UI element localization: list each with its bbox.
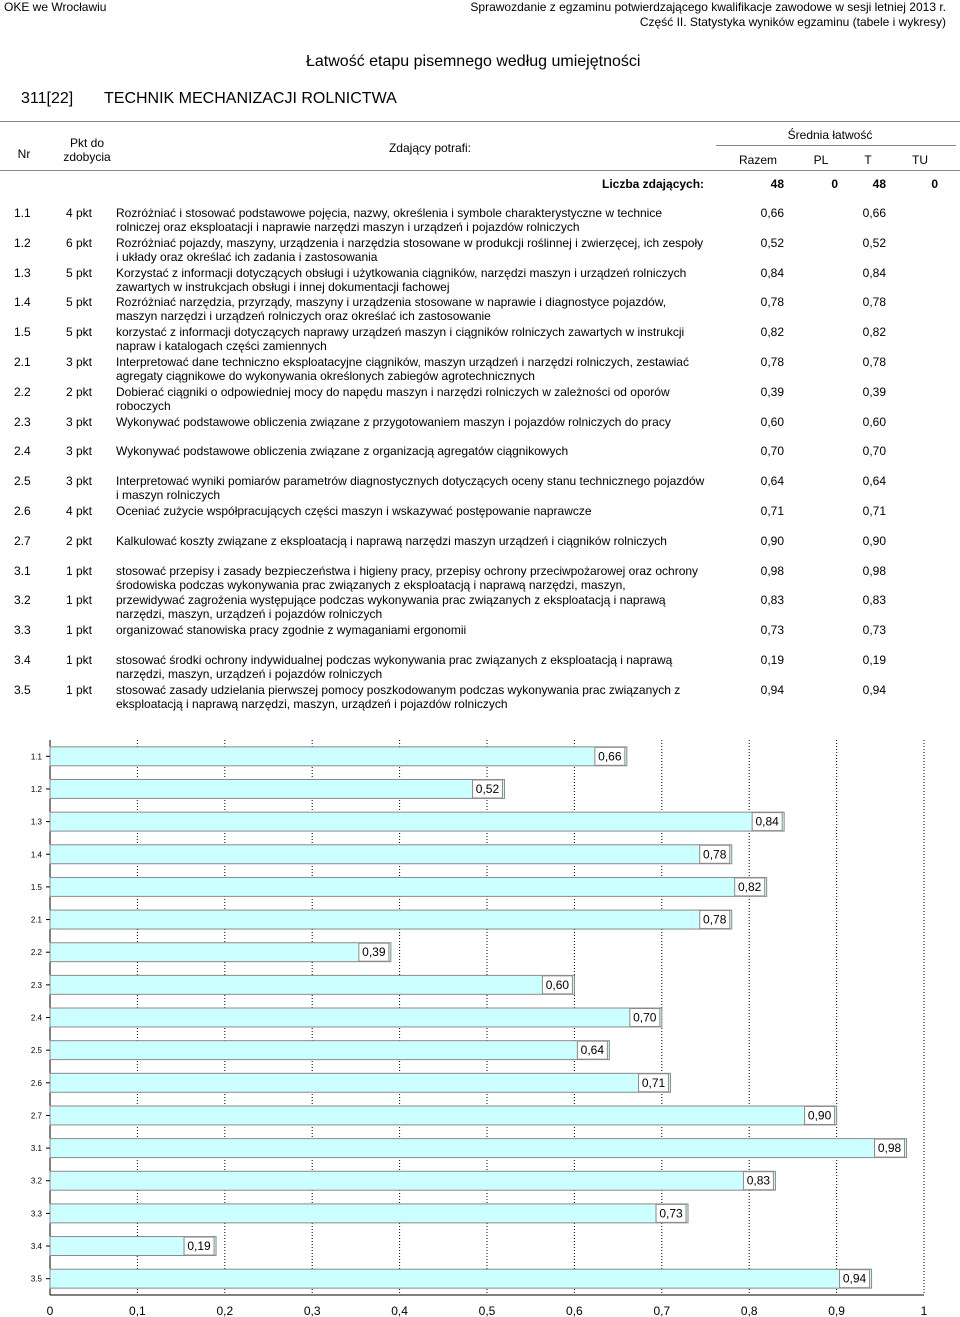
row-nr: 2.7 xyxy=(14,533,31,548)
category-label: 2.1 xyxy=(30,915,42,925)
category-label: 2.6 xyxy=(30,1078,42,1088)
value-label: 0,83 xyxy=(746,1173,771,1188)
profession-name: TECHNIK MECHANIZACJI ROLNICTWA xyxy=(104,90,397,107)
row-razem: 0,94 xyxy=(760,682,784,697)
row-description: Rozróżniać pojazdy, maszyny, urządzenia i narzędzia stosowane w produkcji roślinnej i zwierzęcej, ich zespoły i układy oraz określać ich zadania i zastosowania xyxy=(116,235,704,264)
row-description: Wykonywać podstawowe obliczenia związane z przygotowaniem maszyn i pojazdów rolniczych do pracy xyxy=(116,414,671,429)
row-nr: 2.3 xyxy=(14,414,31,429)
value-label: 0,71 xyxy=(641,1075,666,1090)
row-nr: 3.4 xyxy=(14,653,31,667)
header-report-line2: Część II. Statystyka wyników egzaminu (tabele i wykresy) xyxy=(639,15,946,29)
category-label: 2.3 xyxy=(30,980,42,990)
row-description: organizować stanowiska pracy zgodnie z wymaganiami ergonomii xyxy=(116,623,467,638)
value-label: 0,78 xyxy=(703,847,727,862)
srednia-rule xyxy=(716,145,956,146)
row-points: 3 pkt xyxy=(66,355,93,369)
row-t: 0,19 xyxy=(862,653,886,667)
row-t: 0,84 xyxy=(862,265,886,280)
x-tick-label: 1 xyxy=(920,1304,928,1317)
bar xyxy=(50,1139,907,1158)
row-razem: 0,98 xyxy=(760,563,784,578)
row-nr: 2.5 xyxy=(14,474,31,489)
row-description: Rozróżniać narzędzia, przyrządy, maszyny i urządzenia stosowane w naprawie i diagnostyce pojazdów, maszyn narzędzi i urządzeń rolniczych oraz określać ich zastosowanie xyxy=(116,295,667,324)
row-nr: 1.3 xyxy=(14,265,31,280)
category-label: 1.4 xyxy=(30,850,42,860)
row-razem: 0,60 xyxy=(760,414,784,429)
row-razem: 0,52 xyxy=(760,235,784,250)
row-description: stosować środki ochrony indywidualnej podczas wykonywania prac związanych z eksploatacją i naprawą narzędzi, maszyn, urządzeń i pojazdów rolniczych xyxy=(116,653,673,681)
row-description: Kalkulować koszty związane z eksploatacją i naprawą narzędzi maszyn urządzeń i ciągników rolniczych xyxy=(116,533,667,548)
row-t: 0,94 xyxy=(862,682,886,697)
ease-bar-chart xyxy=(0,735,960,1317)
category-label: 1.5 xyxy=(30,882,42,892)
row-t: 0,66 xyxy=(862,206,886,220)
col-pl-header: PL xyxy=(813,153,829,167)
col-pkt-header-line1: Pkt do xyxy=(69,136,105,150)
value-label: 0,98 xyxy=(877,1141,902,1156)
row-points: 3 pkt xyxy=(66,414,93,429)
row-points: 5 pkt xyxy=(66,265,93,280)
row-razem: 0,78 xyxy=(760,295,784,310)
row-points: 3 pkt xyxy=(66,444,93,459)
category-label: 2.4 xyxy=(30,1013,42,1023)
x-tick-label: 0,5 xyxy=(478,1304,496,1317)
row-t: 0,73 xyxy=(862,623,886,638)
row-nr: 2.2 xyxy=(14,384,31,399)
value-label: 0,60 xyxy=(545,977,570,992)
x-tick-label: 0 xyxy=(46,1304,54,1317)
category-label: 3.1 xyxy=(30,1144,42,1154)
x-tick-label: 0,6 xyxy=(566,1304,583,1317)
x-tick-label: 0,3 xyxy=(303,1304,321,1317)
value-label: 0,78 xyxy=(703,912,727,927)
row-t: 0,78 xyxy=(862,295,886,310)
bar xyxy=(50,812,784,831)
header-bottom-rule xyxy=(0,170,960,171)
row-points: 3 pkt xyxy=(66,474,93,489)
row-t: 0,90 xyxy=(862,533,886,548)
liczba-pl: 0 xyxy=(831,177,838,191)
row-nr: 2.4 xyxy=(14,444,31,459)
row-razem: 0,64 xyxy=(760,474,784,489)
row-description: stosować przepisy i zasady bezpieczeństwa i higieny pracy, przepisy ochrony przeciwpożarowej oraz ochrony środowiska podczas wykonywania prac związanych z eksploatacją i naprawą narzędzi, maszyn, xyxy=(116,563,699,592)
col-t-header: T xyxy=(864,153,872,167)
bar xyxy=(50,1073,671,1092)
bar xyxy=(50,910,732,929)
category-label: 2.7 xyxy=(30,1111,42,1121)
x-tick-label: 0,7 xyxy=(653,1304,671,1317)
row-nr: 1.1 xyxy=(14,206,31,220)
bar xyxy=(50,1171,775,1190)
category-label: 2.2 xyxy=(30,948,42,958)
row-t: 0,82 xyxy=(862,325,886,340)
col-desc-header: Zdający potrafi: xyxy=(388,141,472,155)
row-razem: 0,71 xyxy=(760,504,784,518)
row-razem: 0,19 xyxy=(760,653,784,667)
row-points: 2 pkt xyxy=(66,533,93,548)
row-razem: 0,39 xyxy=(760,384,784,399)
row-nr: 1.5 xyxy=(14,325,31,340)
row-t: 0,71 xyxy=(862,504,886,518)
bar xyxy=(50,877,767,896)
row-t: 0,39 xyxy=(862,384,886,399)
col-pkt-header-line2: zdobycia xyxy=(63,150,111,164)
header-oke: OKE we Wrocławiu xyxy=(4,0,107,14)
row-nr: 3.5 xyxy=(14,682,31,697)
row-t: 0,60 xyxy=(862,414,886,429)
row-description: Interpretować wyniki pomiarów parametrów diagnostycznych dotyczących oceny stanu technicznego pojazdów i maszyn rolniczych xyxy=(116,474,705,503)
row-description: Rozróżniać i stosować podstawowe pojęcia, nazwy, określenia i symbole charakterystyczne w technice rolniczej oraz eksploatacji i naprawie narzędzi maszyn i urządzeń i pojazdów rolniczych xyxy=(116,206,663,234)
bar xyxy=(50,1106,837,1125)
value-label: 0,19 xyxy=(187,1239,211,1254)
row-points: 1 pkt xyxy=(66,623,93,638)
value-label: 0,39 xyxy=(362,945,386,960)
row-points: 4 pkt xyxy=(66,206,93,220)
x-tick-label: 0,2 xyxy=(216,1304,234,1317)
header-report-line1: Sprawozdanie z egzaminu potwierdzającego kwalifikacje zawodowe w sesji letniej 2013 r. xyxy=(470,0,946,14)
col-nr-header: Nr xyxy=(17,147,31,161)
category-label: 1.2 xyxy=(30,784,42,794)
value-label: 0,52 xyxy=(475,781,500,796)
header-top-rule xyxy=(0,121,960,122)
row-points: 1 pkt xyxy=(66,563,93,578)
row-razem: 0,66 xyxy=(760,206,784,220)
row-description: Dobierać ciągniki o odpowiedniej mocy do napędu maszyn i narzędzi rolniczych w zależności od oporów roboczych xyxy=(116,384,670,413)
value-label: 0,84 xyxy=(755,814,779,829)
row-points: 1 pkt xyxy=(66,682,93,697)
value-label: 0,82 xyxy=(738,879,762,894)
row-nr: 1.4 xyxy=(14,295,31,310)
row-points: 6 pkt xyxy=(66,235,93,250)
page-subtitle: Łatwość etapu pisemnego według umiejętności xyxy=(306,53,641,70)
row-t: 0,52 xyxy=(862,235,886,250)
row-razem: 0,78 xyxy=(760,355,784,369)
value-label: 0,66 xyxy=(598,749,622,764)
value-label: 0,90 xyxy=(807,1108,832,1123)
value-label: 0,64 xyxy=(580,1043,605,1058)
x-tick-label: 0,4 xyxy=(391,1304,408,1317)
row-description: Wykonywać podstawowe obliczenia związane z organizacją agregatów ciągnikowych xyxy=(116,444,569,459)
row-description: Interpretować dane techniczno eksploatacyjne ciągników, maszyn urządzeń i narzędzi rolniczych, zestawiać agregaty ciągnikowe do wykonywania określonych zabiegów agrotechnicznych xyxy=(116,355,689,383)
bar xyxy=(50,1041,609,1060)
row-description: Korzystać z informacji dotyczących obsługi i użytkowania ciągników, narzędzi maszyn i urządzeń rolniczych zawartych w instrukcjach obsługi i innej dokumentacji fachowej xyxy=(116,265,687,294)
profession-code: 311[22] xyxy=(21,90,74,107)
row-razem: 0,83 xyxy=(760,593,784,608)
row-nr: 2.1 xyxy=(14,355,31,369)
category-label: 3.5 xyxy=(30,1274,42,1284)
bar xyxy=(50,975,574,994)
liczba-razem: 48 xyxy=(770,177,784,191)
row-nr: 2.6 xyxy=(14,504,31,518)
row-points: 1 pkt xyxy=(66,653,93,667)
bar xyxy=(50,780,504,799)
row-nr: 3.2 xyxy=(14,593,31,608)
x-tick-label: 0,9 xyxy=(828,1304,845,1317)
row-points: 4 pkt xyxy=(66,504,93,518)
row-points: 5 pkt xyxy=(66,325,93,340)
bar xyxy=(50,1269,872,1288)
bar xyxy=(50,1008,662,1027)
category-label: 3.3 xyxy=(30,1209,42,1219)
bar xyxy=(50,943,391,962)
row-nr: 3.1 xyxy=(14,563,31,578)
liczba-label: Liczba zdających: xyxy=(602,177,705,191)
row-t: 0,70 xyxy=(862,444,886,459)
row-description: przewidywać zagrożenia występujące podczas wykonywania prac związanych z eksploatacją i naprawą narzędzi, maszyn, urządzeń i pojazdów rolniczych xyxy=(116,593,666,622)
value-label: 0,70 xyxy=(633,1010,657,1025)
liczba-t: 48 xyxy=(872,177,886,191)
x-tick-label: 0,1 xyxy=(129,1304,146,1317)
row-t: 0,78 xyxy=(862,355,886,369)
row-points: 1 pkt xyxy=(66,593,93,608)
row-nr: 1.2 xyxy=(14,235,31,250)
col-razem-header: Razem xyxy=(738,153,777,167)
row-description: Oceniać zużycie współpracujących części maszyn i wskazywać postępowanie naprawcze xyxy=(116,504,592,518)
row-nr: 3.3 xyxy=(14,623,31,638)
row-points: 5 pkt xyxy=(66,295,93,310)
row-razem: 0,73 xyxy=(760,623,784,638)
value-label: 0,94 xyxy=(842,1271,867,1286)
row-t: 0,64 xyxy=(862,474,886,489)
srednia-header: Średnia łatwość xyxy=(787,128,873,142)
x-tick-label: 0,8 xyxy=(740,1304,758,1317)
row-description: korzystać z informacji dotyczących naprawy urządzeń maszyn i ciągników rolniczych zawartych w instrukcji napraw i katalogach części zamiennych xyxy=(116,325,685,354)
bar xyxy=(50,845,732,864)
bar xyxy=(50,1204,688,1223)
row-razem: 0,90 xyxy=(760,533,784,548)
header-report-title xyxy=(470,0,946,30)
category-label: 1.3 xyxy=(30,817,42,827)
row-razem: 0,70 xyxy=(760,444,784,459)
bar xyxy=(50,747,627,766)
category-label: 2.5 xyxy=(30,1046,42,1056)
row-razem: 0,82 xyxy=(760,325,784,340)
liczba-tu: 0 xyxy=(931,177,938,191)
category-label: 3.2 xyxy=(30,1176,42,1186)
value-label: 0,73 xyxy=(659,1206,683,1221)
row-t: 0,98 xyxy=(862,563,886,578)
col-tu-header: TU xyxy=(912,153,928,167)
row-t: 0,83 xyxy=(862,593,886,608)
category-label: 3.4 xyxy=(30,1242,42,1252)
row-points: 2 pkt xyxy=(66,384,93,399)
category-label: 1.1 xyxy=(30,752,42,762)
col-pkt-header xyxy=(52,136,122,164)
row-description: stosować zasady udzielania pierwszej pomocy poszkodowanym podczas wykonywania prac związanych z eksploatacją i naprawą narzędzi, maszyn, urządzeń i pojazdów rolniczych xyxy=(116,682,681,711)
row-razem: 0,84 xyxy=(760,265,784,280)
